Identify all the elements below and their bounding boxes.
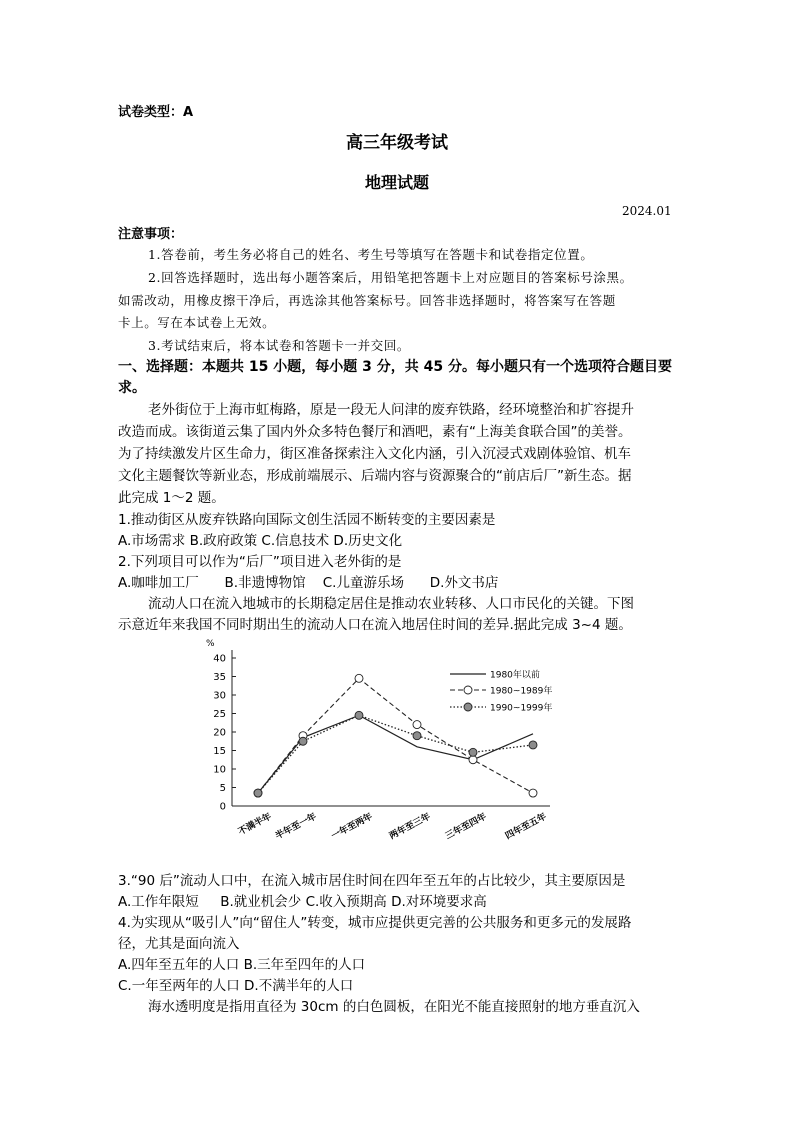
exam-title: 高三年级考试 [346,133,448,153]
series-3-point [413,732,421,740]
y-axis-label: % [206,639,215,649]
legend-label-2: 1980~1989年 [490,686,553,697]
y-tick-label: 40 [213,653,226,665]
y-tick-label: 15 [213,746,226,757]
series-2-point [469,756,477,764]
x-tick-label: 三年至四年 [443,811,489,842]
x-tick-label: 半年至一年 [273,811,319,842]
notice-item-3: 3.考试结束后，将本试卷和答题卡一并交回。 [148,338,411,353]
y-tick-label: 20 [213,727,226,739]
series-2-point [355,674,363,682]
question-1-stem: 1.推动街区从废弃铁路向国际文创生活园不断转变的主要因素是 [118,512,496,528]
passage-1-line-2: 改造而成。该街道云集了国内外众多特色餐厅和酒吧，素有“上海美食联合国”的美誉。 [118,424,632,440]
x-tick-label: 一年至两年 [329,811,375,842]
question-4-stem-line-1: 4.为实现从“吸引人”向“留住人”转变，城市应提供更完善的公共服务和更多元的发展路 [118,915,632,931]
question-4-options-cd: C.一年至两年的人口 D.不满半年的人口 [118,978,354,994]
passage-1-line-4: 文化主题餐饮等新业态，形成前端展示、后端内容与资源聚合的“前店后厂”新生态。据 [118,468,632,484]
notice-item-2-line-1: 2.回答选择题时，选出每小题答案后，用铅笔把答题卡上对应题目的答案标号涂黑。 [148,270,633,285]
y-tick-label: 5 [219,783,226,794]
y-tick-label: 30 [213,690,226,702]
series-3-point [355,711,363,719]
question-4-options-ab: A.四年至五年的人口 B.三年至四年的人口 [118,957,366,973]
passage-2-line-2: 示意近年来我国不同时期出生的流动人口在流入地居住时间的差异.据此完成 3~4 题。 [118,617,632,633]
section-heading-line-1: 一、选择题：本题共 15 小题，每小题 3 分，共 45 分。每小题只有一个选项符合题目要 [118,359,672,375]
exam-date: 2024.01 [622,204,672,218]
series-line-3 [258,715,533,793]
legend-label-1: 1980年以前 [490,670,540,681]
notice-item-2-line-3: 卡上。写在本试卷上无效。 [118,315,276,330]
line-chart-svg [196,630,576,860]
paper-type: 试卷类型：A [118,105,194,120]
series-3-point [529,741,537,749]
x-tick-label: 两年至三年 [387,811,433,842]
passage-1-line-3: 为了持续激发片区生命力，街区准备探索注入文化内涵，引入沉浸式戏剧体验馆、机车 [118,446,631,462]
question-3-options: A.工作年限短 B.就业机会少 C.收入预期高 D.对环境要求高 [118,894,487,910]
section-heading-line-2: 求。 [118,380,146,396]
question-1-options: A.市场需求 B.政府政策 C.信息技术 D.历史文化 [118,533,403,549]
question-3-stem: 3.“90 后”流动人口中，在流入城市居住时间在四年至五年的占比较少，其主要原因是 [118,873,626,889]
passage-1-line-1: 老外街位于上海市虹梅路，原是一段无人问津的废弃铁路，经环境整治和扩容提升 [148,402,634,418]
notice-item-2-line-2: 如需改动，用橡皮擦干净后，再选涂其他答案标号。回答非选择题时，将答案写在答题 [118,293,616,308]
y-tick-label: 0 [219,801,226,813]
legend-marker-2 [464,686,472,694]
y-tick-label: 10 [213,764,226,776]
series-3-point [254,789,262,797]
series-line-1 [258,715,533,793]
series-2-point [413,721,421,729]
passage-2-line-1: 流动人口在流入地城市的长期稳定居住是推动农业转移、人口市民化的关键。下图 [148,596,634,612]
y-tick-label: 35 [213,672,226,683]
question-4-stem-line-2: 径，尤其是面向流入 [118,936,240,952]
question-2-options: A.咖啡加工厂 B.非遗博物馆 C.儿童游乐场 D.外文书店 [118,575,499,591]
notice-heading: 注意事项： [118,227,184,242]
legend-marker-3 [464,703,472,711]
series-3-point [299,737,307,745]
passage-3-line-1: 海水透明度是指用直径为 30cm 的白色圆板，在阳光不能直接照射的地方垂直沉入 [148,999,640,1015]
x-tick-label: 不满半年 [236,811,274,838]
legend-label-3: 1990~1999年 [490,703,553,714]
series-2-point [529,789,537,797]
x-tick-label: 四年至五年 [503,811,549,842]
question-2-stem: 2.下列项目可以作为“后厂”项目进入老外街的是 [118,554,402,570]
subject-title: 地理试题 [364,173,429,192]
notice-item-1: 1.答卷前，考生务必将自己的姓名、考生号等填写在答题卡和试卷指定位置。 [148,247,594,262]
y-tick-label: 25 [213,709,226,720]
residence-time-chart [196,630,576,860]
series-3-point [469,748,477,756]
passage-1-line-5: 此完成 1～2 题。 [118,490,225,506]
